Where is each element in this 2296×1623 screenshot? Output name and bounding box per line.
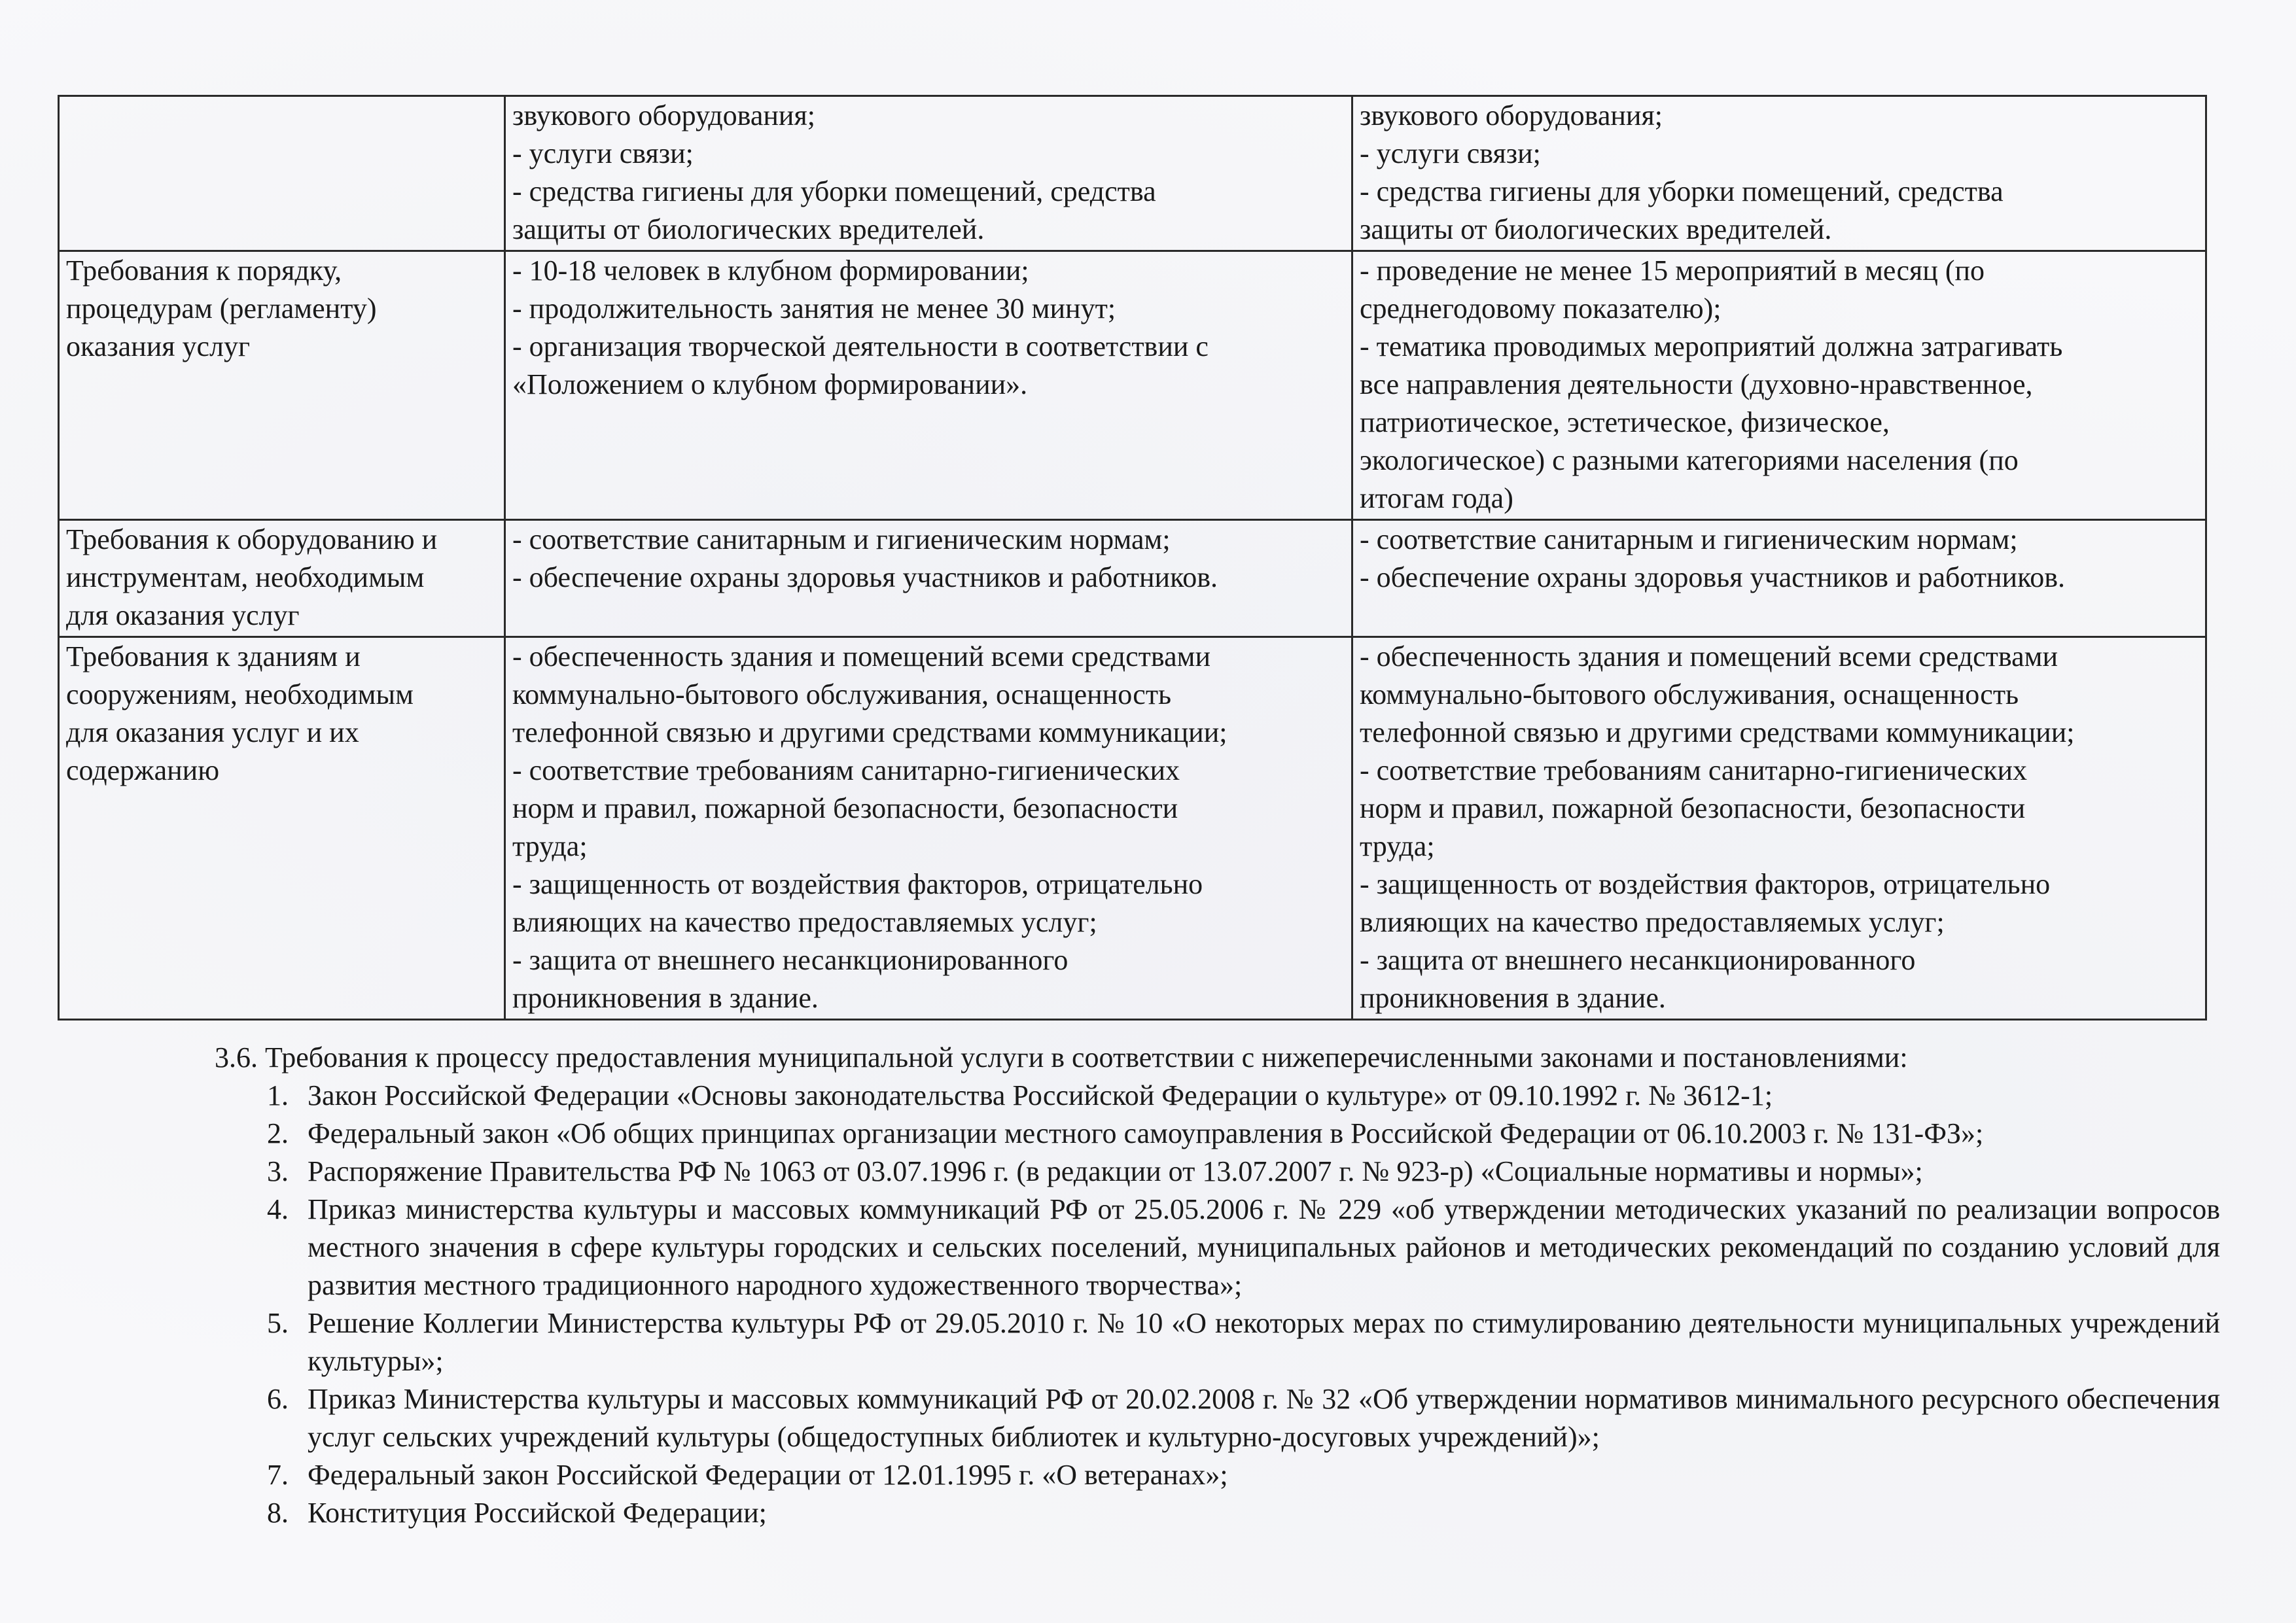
events-cell	[1352, 637, 2206, 1020]
cell-text-line: все направления деятельности (духовно-нравственное,	[1360, 368, 2033, 400]
table-row	[59, 520, 2206, 637]
cell-text-line: экологическое) с разными категориями населения (по	[1360, 444, 2019, 476]
club-formation-cell	[505, 251, 1352, 520]
list-item	[215, 1115, 2220, 1153]
cell-text-line: патриотическое, эстетическое, физическое,	[1360, 406, 1890, 438]
cell-text-line: итогам года)	[1360, 482, 1513, 514]
row-label-cell	[59, 637, 505, 1020]
cell-text-line: содержанию	[66, 754, 220, 786]
cell-text-line: телефонной связью и другими средствами коммуникации;	[1360, 716, 2075, 748]
list-item	[215, 1380, 2220, 1456]
cell-text-line: - обеспеченность здания и помещений всеми средствами	[1360, 640, 2058, 672]
cell-text-line: Требования к зданиям и	[66, 640, 361, 672]
list-item-number: 1.	[267, 1079, 289, 1111]
cell-text-line: - продолжительность занятия не менее 30 минут;	[512, 292, 1116, 324]
cell-text-line: телефонной связью и другими средствами коммуникации;	[512, 716, 1227, 748]
cell-text-line: - тематика проводимых мероприятий должна затрагивать	[1360, 330, 2063, 362]
cell-text-line: влияющих на качество предоставляемых услуг;	[1360, 906, 1945, 938]
cell-text-line: норм и правил, пожарной безопасности, безопасности	[1360, 792, 2026, 824]
requirements-table-body	[59, 96, 2206, 1020]
cell-text-line: - защищенность от воздействия факторов, отрицательно	[512, 868, 1203, 900]
list-item	[215, 1077, 2220, 1115]
cell-text-line: инструментам, необходимым	[66, 561, 425, 593]
cell-text-line: - проведение не менее 15 мероприятий в месяц (по	[1360, 254, 1985, 287]
events-cell	[1352, 520, 2206, 637]
list-item-number: 8.	[267, 1497, 289, 1529]
cell-text-line: звукового оборудования;	[512, 99, 815, 131]
list-item-text: Приказ Министерства культуры и массовых коммуникаций РФ от 20.02.2008 г. № 32 «Об утверждении нормативов минимального ресурсного обеспечения услуг сельских учреждений культуры (общедоступных библиотек и культурно-досуговых учреждений)»;	[308, 1383, 2220, 1453]
list-item-text: Решение Коллегии Министерства культуры РФ от 29.05.2010 г. № 10 «О некоторых мерах по стимулированию деятельности муниципальных учреждений культуры»;	[308, 1307, 2220, 1377]
cell-text-line: - защита от внешнего несанкционированного	[512, 944, 1069, 976]
list-item	[215, 1191, 2220, 1304]
cell-text-line: среднегодовому показателю);	[1360, 292, 1722, 324]
cell-text-line: влияющих на качество предоставляемых услуг;	[512, 906, 1097, 938]
list-item-text: Приказ министерства культуры и массовых коммуникаций РФ от 25.05.2006 г. № 229 «об утверждении методических указаний по реализации вопросов местного значения в сфере культуры городских и сельских поселений, муниципальных районов и методических рекомендаций по созданию условий для развития местного традиционного народного художественного творчества»;	[308, 1193, 2220, 1301]
list-item-number: 2.	[267, 1117, 289, 1149]
cell-text-line: сооружениям, необходимым	[66, 678, 414, 710]
cell-text-line: - обеспечение охраны здоровья участников и работников.	[512, 561, 1218, 593]
list-item	[215, 1456, 2220, 1494]
cell-text-line: норм и правил, пожарной безопасности, безопасности	[512, 792, 1178, 824]
cell-text-line: для оказания услуг	[66, 599, 300, 631]
cell-text-line: Требования к порядку,	[66, 254, 342, 287]
table-row	[59, 96, 2206, 251]
cell-text-line: процедурам (регламенту)	[66, 292, 377, 324]
requirements-table	[58, 95, 2207, 1021]
cell-text-line: проникновения в здание.	[1360, 982, 1666, 1014]
list-item	[215, 1153, 2220, 1191]
section-3-6	[215, 1039, 2220, 1532]
cell-text-line: - соответствие санитарным и гигиеническим нормам;	[512, 523, 1171, 555]
row-label-cell	[59, 520, 505, 637]
cell-text-line: проникновения в здание.	[512, 982, 819, 1014]
cell-text-line: труда;	[1360, 830, 1435, 862]
cell-text-line: - соответствие санитарным и гигиеническим нормам;	[1360, 523, 2018, 555]
list-item-number: 4.	[267, 1193, 289, 1225]
cell-text-line: звукового оборудования;	[1360, 99, 1663, 131]
cell-text-line: оказания услуг	[66, 330, 251, 362]
events-cell	[1352, 96, 2206, 251]
row-label-cell	[59, 251, 505, 520]
cell-text-line: для оказания услуг и их	[66, 716, 359, 748]
cell-text-line: - услуги связи;	[1360, 137, 1541, 169]
club-formation-cell	[505, 520, 1352, 637]
list-item-number: 5.	[267, 1307, 289, 1339]
list-item-number: 6.	[267, 1383, 289, 1415]
list-item	[215, 1304, 2220, 1380]
cell-text-line: - обеспечение охраны здоровья участников и работников.	[1360, 561, 2066, 593]
row-label-cell	[59, 96, 505, 251]
list-item-text: Закон Российской Федерации «Основы законодательства Российской Федерации о культуре» от 09.10.1992 г. № 3612-1;	[308, 1079, 1773, 1111]
list-item	[215, 1494, 2220, 1532]
section-heading: 3.6. Требования к процессу предоставления муниципальной услуги в соответствии с нижеперечисленными законами и постановлениями:	[215, 1041, 1908, 1073]
club-formation-cell	[505, 96, 1352, 251]
events-cell	[1352, 251, 2206, 520]
cell-text-line: - организация творческой деятельности в соответствии с	[512, 330, 1209, 362]
cell-text-line: защиты от биологических вредителей.	[512, 213, 985, 245]
list-item-text: Конституция Российской Федерации;	[308, 1497, 767, 1529]
cell-text-line: коммунально-бытового обслуживания, оснащенность	[512, 678, 1172, 710]
club-formation-cell	[505, 637, 1352, 1020]
cell-text-line: Требования к оборудованию и	[66, 523, 438, 555]
cell-text-line: - защищенность от воздействия факторов, отрицательно	[1360, 868, 2051, 900]
cell-text-line: - услуги связи;	[512, 137, 694, 169]
cell-text-line: - соответствие требованиям санитарно-гигиенических	[1360, 754, 2028, 786]
cell-text-line: - 10-18 человек в клубном формировании;	[512, 254, 1029, 287]
cell-text-line: - средства гигиены для уборки помещений, средства	[512, 175, 1156, 207]
cell-text-line: «Положением о клубном формировании».	[512, 368, 1028, 400]
cell-text-line: труда;	[512, 830, 588, 862]
cell-text-line: защиты от биологических вредителей.	[1360, 213, 1832, 245]
cell-text-line: - обеспеченность здания и помещений всеми средствами	[512, 640, 1211, 672]
list-item-text: Федеральный закон Российской Федерации от 12.01.1995 г. «О ветеранах»;	[308, 1459, 1228, 1491]
table-row	[59, 251, 2206, 520]
table-row	[59, 637, 2206, 1020]
list-item-text: Распоряжение Правительства РФ № 1063 от 03.07.1996 г. (в редакции от 13.07.2007 г. № 923-р) «Социальные нормативы и нормы»;	[308, 1155, 1923, 1187]
cell-text-line: - защита от внешнего несанкционированного	[1360, 944, 1916, 976]
cell-text-line: коммунально-бытового обслуживания, оснащенность	[1360, 678, 2019, 710]
cell-text-line: - средства гигиены для уборки помещений, средства	[1360, 175, 2004, 207]
laws-list	[215, 1077, 2220, 1532]
cell-text-line: - соответствие требованиям санитарно-гигиенических	[512, 754, 1180, 786]
list-item-text: Федеральный закон «Об общих принципах организации местного самоуправления в Российской Федерации от 06.10.2003 г. № 131-ФЗ»;	[308, 1117, 1984, 1149]
list-item-number: 3.	[267, 1155, 289, 1187]
list-item-number: 7.	[267, 1459, 289, 1491]
